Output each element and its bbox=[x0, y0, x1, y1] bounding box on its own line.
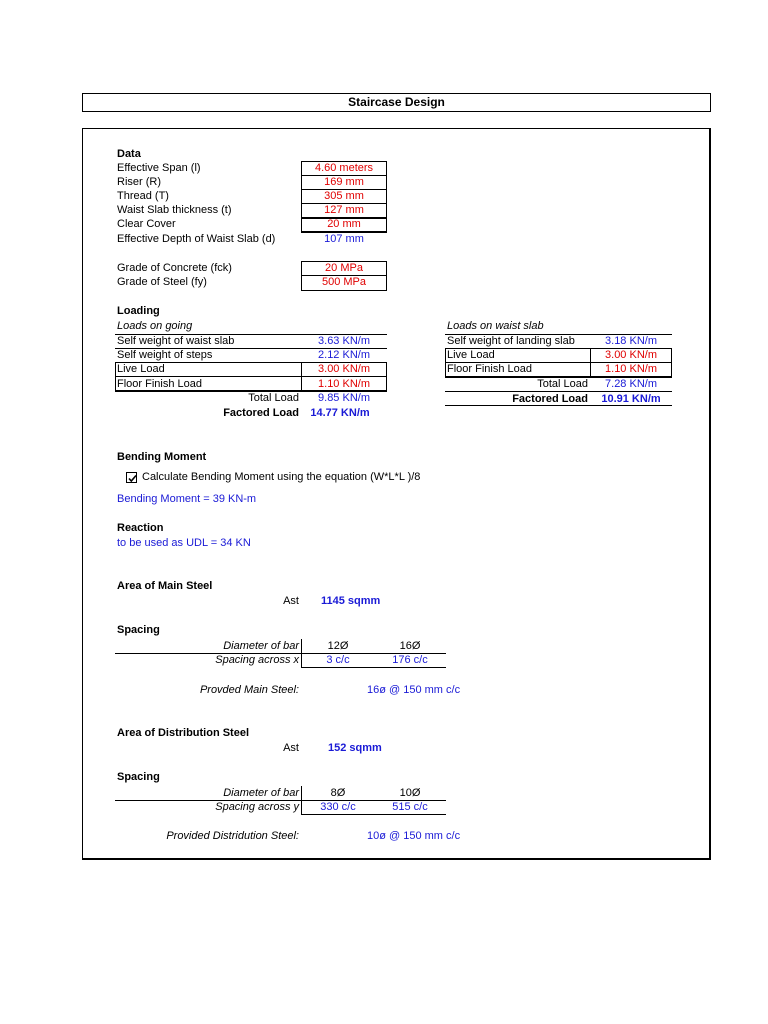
waist-slab-thickness-value: 127 mm bbox=[324, 204, 364, 216]
dist-spacing-label: Spacing across y bbox=[215, 801, 299, 813]
effective-depth-value: 107 mm bbox=[324, 233, 364, 245]
dist-steel-heading: Area of Distribution Steel bbox=[117, 727, 250, 739]
going-row-label: Live Load bbox=[117, 363, 165, 375]
provided-dist-steel-value: 10ø @ 150 mm c/c bbox=[367, 830, 461, 842]
bending-moment-checkbox-label: Calculate Bending Moment using the equation (W*L*L )/8 bbox=[142, 471, 421, 483]
waist-row-label: Self weight of landing slab bbox=[447, 335, 575, 347]
grade-steel-value: 500 MPa bbox=[321, 276, 367, 288]
going-factored-label: Factored Load bbox=[223, 407, 299, 419]
waist-total-value: 7.28 KN/m bbox=[605, 378, 657, 390]
dist-dia-10: 10Ø bbox=[399, 787, 421, 799]
going-floor-finish-value: 1.10 KN/m bbox=[318, 378, 370, 390]
grade-concrete-label: Grade of Concrete (fck) bbox=[117, 262, 232, 274]
dist-dia-8: 8Ø bbox=[330, 787, 346, 799]
dist-dia-label: Diameter of bar bbox=[223, 787, 299, 799]
going-row-value: 2.12 KN/m bbox=[318, 349, 370, 361]
waist-floor-finish-value: 1.10 KN/m bbox=[605, 363, 657, 375]
bending-moment-result: Bending Moment = 39 KN-m bbox=[117, 493, 257, 505]
waist-row-value: 3.18 KN/m bbox=[605, 335, 657, 347]
grade-steel-input[interactable] bbox=[301, 275, 387, 291]
dist-ast-value: 152 sqmm bbox=[328, 742, 382, 754]
going-row-value: 3.63 KN/m bbox=[318, 335, 370, 347]
main-spacing-12: 3 c/c bbox=[326, 654, 350, 666]
effective-depth-label: Effective Depth of Waist Slab (d) bbox=[117, 233, 276, 245]
checkmark-icon bbox=[127, 473, 138, 484]
clear-cover-input[interactable] bbox=[301, 217, 387, 233]
dist-spacing-10: 515 c/c bbox=[392, 801, 428, 813]
main-ast-label: Ast bbox=[283, 595, 299, 607]
thread-label: Thread (T) bbox=[117, 190, 169, 202]
clear-cover-value: 20 mm bbox=[327, 218, 361, 230]
going-row-label: Floor Finish Load bbox=[117, 378, 202, 390]
going-total-label: Total Load bbox=[248, 392, 299, 404]
loads-on-going-heading: Loads on going bbox=[117, 320, 193, 332]
provided-main-steel-label: Provded Main Steel: bbox=[199, 684, 299, 696]
page-title: Staircase Design bbox=[82, 93, 711, 112]
waist-total-label: Total Load bbox=[537, 378, 588, 390]
thread-input[interactable] bbox=[301, 189, 387, 204]
waist-row-label: Floor Finish Load bbox=[447, 363, 532, 375]
divider bbox=[301, 667, 446, 668]
waist-slab-thickness-label: Waist Slab thickness (t) bbox=[117, 204, 232, 216]
loads-on-waist-slab-heading: Loads on waist slab bbox=[447, 320, 544, 332]
main-steel-heading: Area of Main Steel bbox=[117, 580, 213, 592]
grade-concrete-input[interactable] bbox=[301, 261, 387, 276]
thread-value: 305 mm bbox=[324, 190, 364, 202]
provided-main-steel-value: 16ø @ 150 mm c/c bbox=[367, 684, 461, 696]
clear-cover-label: Clear Cover bbox=[117, 218, 176, 230]
main-spacing-16: 176 c/c bbox=[392, 654, 428, 666]
main-ast-value: 1145 sqmm bbox=[321, 595, 381, 607]
reaction-heading: Reaction bbox=[117, 522, 164, 534]
going-row-label: Self weight of waist slab bbox=[117, 335, 235, 347]
divider bbox=[445, 405, 672, 406]
waist-factored-value: 10.91 KN/m bbox=[601, 393, 661, 405]
main-dia-16: 16Ø bbox=[399, 640, 421, 652]
effective-span-label: Effective Span (l) bbox=[117, 162, 201, 174]
main-dia-label: Diameter of bar bbox=[223, 640, 299, 652]
grade-steel-label: Grade of Steel (fy) bbox=[117, 276, 207, 288]
riser-label: Riser (R) bbox=[117, 176, 161, 188]
provided-dist-steel-label: Provided Distridution Steel: bbox=[166, 830, 299, 842]
divider bbox=[445, 391, 672, 392]
going-factored-value: 14.77 KN/m bbox=[310, 407, 370, 419]
going-live-load-value: 3.00 KN/m bbox=[318, 363, 370, 375]
bending-moment-heading: Bending Moment bbox=[117, 451, 207, 463]
main-dia-12: 12Ø bbox=[327, 640, 349, 652]
riser-input[interactable] bbox=[301, 175, 387, 190]
waist-slab-thickness-input[interactable] bbox=[301, 203, 387, 218]
riser-value: 169 mm bbox=[324, 176, 364, 188]
waist-factored-label: Factored Load bbox=[512, 393, 588, 405]
waist-live-load-value: 3.00 KN/m bbox=[605, 349, 657, 361]
main-spacing-label: Spacing across x bbox=[215, 654, 299, 666]
data-heading: Data bbox=[117, 148, 141, 160]
going-row-label: Self weight of steps bbox=[117, 349, 213, 361]
going-total-value: 9.85 KN/m bbox=[318, 392, 370, 404]
waist-row-label: Live Load bbox=[447, 349, 495, 361]
bending-moment-checkbox[interactable] bbox=[126, 472, 137, 483]
effective-span-input[interactable] bbox=[301, 161, 387, 176]
divider bbox=[301, 814, 446, 815]
dist-ast-label: Ast bbox=[283, 742, 299, 754]
main-spacing-heading: Spacing bbox=[117, 624, 160, 636]
dist-spacing-heading: Spacing bbox=[117, 771, 160, 783]
dist-spacing-8: 330 c/c bbox=[320, 801, 356, 813]
reaction-result: to be used as UDL = 34 KN bbox=[117, 537, 251, 549]
effective-span-value: 4.60 meters bbox=[314, 162, 374, 174]
loading-heading: Loading bbox=[117, 305, 160, 317]
grade-concrete-value: 20 MPa bbox=[325, 262, 363, 274]
